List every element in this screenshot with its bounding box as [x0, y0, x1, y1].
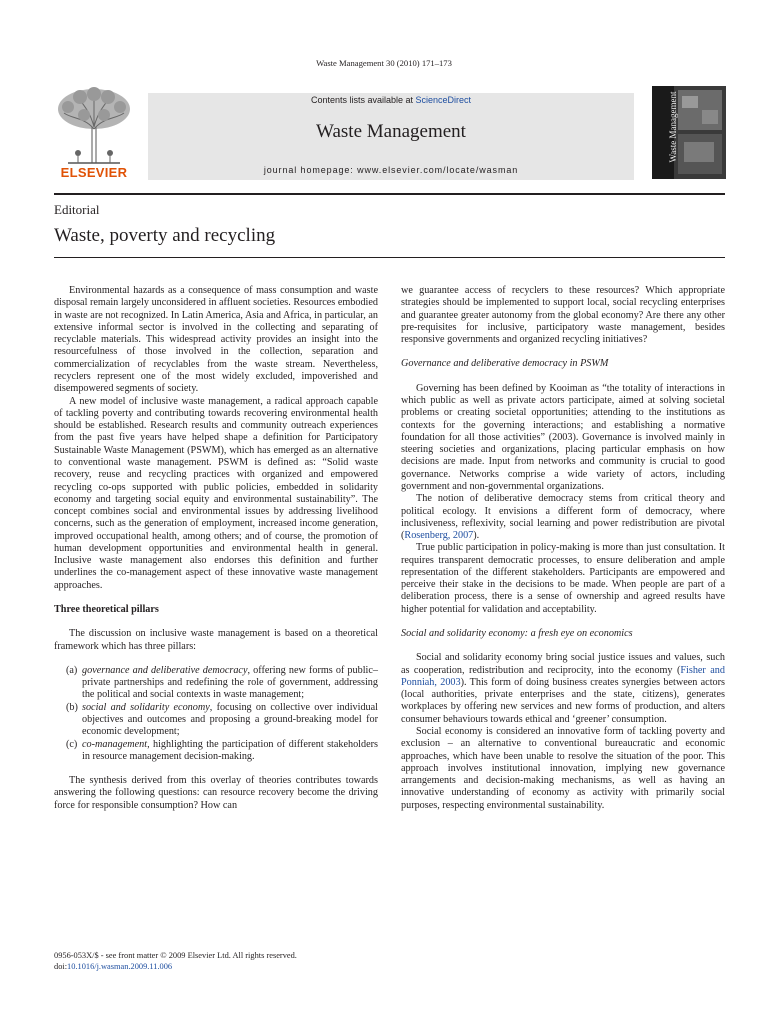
copyright-line: 0956-053X/$ - see front matter © 2009 Elsevier Ltd. All rights reserved.	[54, 951, 297, 960]
sciencedirect-link[interactable]: ScienceDirect	[415, 95, 472, 105]
contents-prefix: Contents lists available at	[310, 95, 416, 105]
paragraph: Environmental hazards as a consequence of mass consumption and waste disposal remain largely unconsidered in affluent societies. Resources embodied in waste are not recognized. In Latin America, Asia and Africa, in particular, an extensive informal sector is involved in the collecting and separating of recyclable materials. This widespread activity provides an insight into the resourcefulness of those involved in the collection, separation and commercialization of recyclables from the waste stream. Nevertheless, recyclers represent one of the most widely excluded, impoverished and disempowered segments of society.	[54, 285, 378, 395]
list-item	[54, 665, 378, 702]
pillar-text: , offering new forms of public–private partnerships and redefining the role of government, addressing the political and social contexts in waste management;	[82, 664, 378, 701]
paragraph: The synthesis derived from this overlay of theories contributes towards answering the following questions: can resource recovery become the driving force for responsible consumption? How can	[54, 775, 378, 811]
pillar-text: , focusing on collective over individual objectives and outcomes and proposing a ground-breaking model for economic development;	[82, 701, 378, 738]
citation-link[interactable]: Fisher and Ponniah, 2003	[401, 664, 725, 688]
journal-citation: Waste Management 30 (2010) 171–173	[316, 58, 452, 68]
list-item	[54, 702, 378, 739]
list-marker: (c)	[66, 738, 78, 750]
footer	[54, 950, 297, 973]
left-column	[54, 285, 378, 812]
paragraph: we guarantee access of recyclers to these resources? Which appropriate strategies should be implemented to support local, social recycling enterprises and guarantee greater autonomy from the global economy? Are there any other pre-requisites for inclusive, participatory waste management, besides responsive governments and organized recycling initiatives?	[401, 285, 725, 346]
subsection-heading: Governance and deliberative democracy in PSWM	[401, 358, 609, 370]
subsection-heading: Social and solidarity economy: a fresh eye on economics	[401, 628, 633, 640]
elsevier-logo[interactable]	[54, 87, 134, 180]
pillar-term: social and solidarity economy	[82, 701, 210, 713]
paragraph: True public participation in policy-making is more than just consultation. It requires transparent democratic processes, to ensure deliberation and ample representation of the different stakeholders. Participants are empowered and perceive their stake in the decisions to be made. When people are part of a deliberation process, there is a sense of ownership and agreed results have higher potential for validation and acceptability.	[401, 542, 725, 615]
list-marker: (b)	[66, 701, 78, 713]
section-heading: Three theoretical pillars	[54, 604, 159, 616]
doi-link[interactable]: 10.1016/j.wasman.2009.11.006	[67, 962, 173, 972]
pillar-text: , highlighting the participation of different stakeholders in resource management decision-making.	[82, 738, 378, 762]
doi-prefix: doi:	[54, 962, 68, 972]
journal-name: Waste Management	[316, 121, 466, 142]
text-run: ). This form of doing business creates synergies between actors (local authorities, private enterprises and the state, citizens), generates workplaces by offering new services and new forms of production, and alters consumer behaviours towards ethical and ‘greener’ consumption.	[401, 676, 725, 725]
paragraph: The discussion on inclusive waste management is based on a theoretical framework which has three pillars:	[54, 628, 378, 652]
cover-art-icon	[652, 86, 726, 179]
pillar-term: co-management	[82, 738, 148, 750]
journal-homepage[interactable]: journal homepage: www.elsevier.com/locate/wasman	[263, 165, 519, 175]
journal-banner	[148, 93, 634, 180]
article-title: Waste, poverty and recycling	[54, 225, 276, 246]
list-item	[54, 739, 378, 764]
right-column	[401, 285, 725, 812]
paragraph: A new model of inclusive waste management, a radical approach capable of tackling poverty and contributing towards recovering environmental health should be established. Research results and community outreach experiences from the past five years have helped shape a definition for Participatory Sustainable Waste Management (PSWM), which has emerged as an alternative to conventional waste management. PSWM is defined as: “Solid waste recovery, reuse and recycling practices with organized and empowered recycling co-ops supported with public policies, embedded in solidarity economy and targeting social equity and environmental sustainability”. The concept combines social and environmental issues by addressing livelihood concerns, such as the generation of employment, increased income generation, improved occupational health, among others; and of course, the promotion of human development opportunities and environmental health in general. Inclusive waste management also endorses this definition and further underlines the co-management aspect of these innovative waste management approaches.	[54, 395, 378, 591]
text-run: Social and solidarity economy bring social justice issues and values, such as cooperation, redistribution and reciprocity, into the economy (	[401, 652, 725, 676]
elsevier-logo-text: ELSEVIER	[60, 165, 128, 180]
journal-cover-image[interactable]	[652, 86, 726, 179]
citation-link[interactable]: Rosenberg, 2007	[404, 530, 474, 542]
paragraph: Social economy is considered an innovative form of tackling poverty and exclusion – an alternative to conventional bureaucratic and economic approaches, which have been unable to resolve the situation of the poor. This approach involves institutional innovation, implying new governance arrangements and decision-making mechanisms, as well as having an innovative understanding of economy as activity with primarily social purposes, respecting environmental sustainability.	[401, 726, 725, 811]
paragraph: Governing has been defined by Kooiman as “the totality of interactions in which public as well as private actors participate, aimed at solving societal problems or creating societal opportunities; attending to the institutions as contexts for the governing interactions; and establishing a normative foundation for all those activities” (2003). Governance is involved mainly in steering societies and organizations, placing particular emphasis on how decisions are made. Input from networks and community is crucial to good governance. Networks comprise a wide variety of actors, including government and non-governmental organizations.	[401, 382, 725, 492]
title-rule	[54, 257, 725, 258]
text-run: ).	[473, 530, 480, 542]
paragraph	[401, 493, 725, 542]
section-label: Editorial	[54, 202, 100, 217]
pillar-term: governance and deliberative democracy	[82, 664, 248, 676]
tree-icon	[54, 87, 134, 165]
contents-line	[148, 95, 634, 105]
pillars-list	[54, 665, 378, 763]
paragraph	[401, 652, 725, 726]
list-marker: (a)	[66, 664, 78, 676]
header-rule	[54, 193, 725, 195]
cover-title: Waste Management	[668, 91, 678, 163]
doi-line	[54, 961, 297, 972]
text-run: The notion of deliberative democracy stems from critical theory and political ecology. It envisions a different form of democracy, where inclusiveness, reflexivity, social learning and power redistribution are pivotal (	[401, 493, 725, 542]
